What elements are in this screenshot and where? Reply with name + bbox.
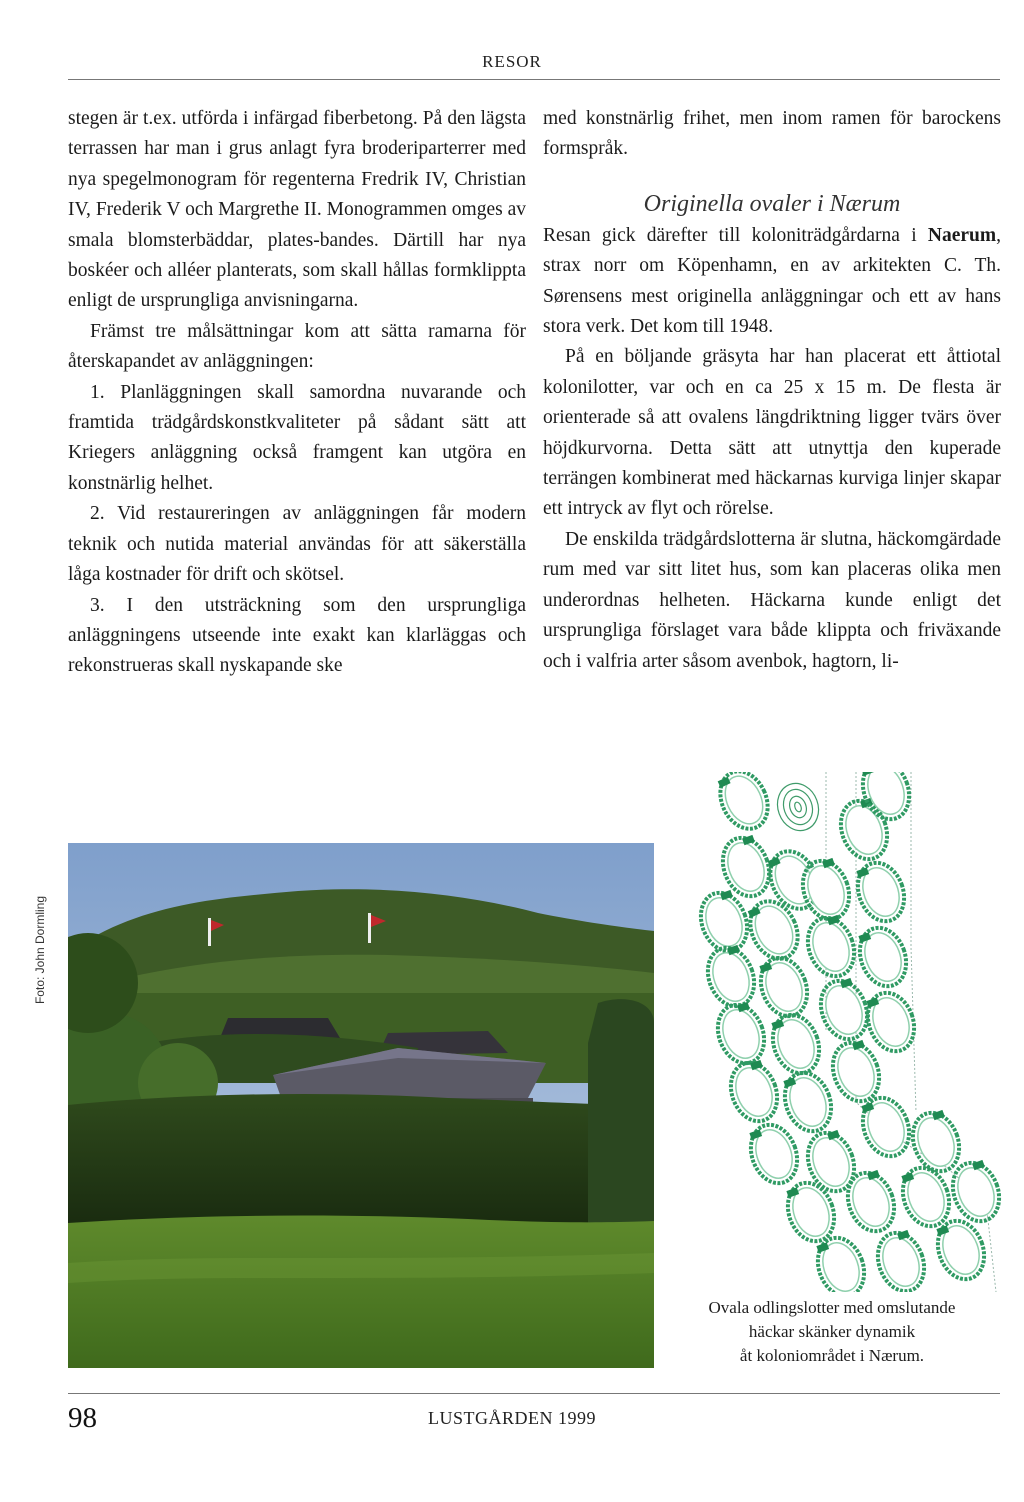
place-name: Naerum — [927, 224, 997, 246]
list-item: 2. Vid restaureringen av anläggningen får modern teknik och nutida material användas för att säkerställa låga kostnader för drift och skötsel. — [68, 503, 526, 586]
plot-ovals — [693, 772, 1006, 1292]
plot-oval — [753, 951, 815, 1022]
left-column — [68, 104, 526, 682]
plot-oval — [780, 1176, 842, 1247]
paragraph: Främst tre målsättningar kom att sätta ramarna för återskapandet av anläggningen: — [68, 320, 526, 373]
contour-hill — [771, 778, 825, 837]
caption-line: åt koloniområdet i Nærum. — [739, 1346, 925, 1365]
list-item: 1. Planläggningen skall samordna nuvarande och framtida trädgårdskonstkvaliteter på sådant sätt att Kriegers anläggning också framgent kan utgöra en konstnärlig helhet. — [68, 381, 526, 494]
plot-oval — [800, 1126, 862, 1197]
plot-oval — [852, 921, 914, 992]
photo-credit-text: Foto: John Dormling — [33, 895, 47, 1005]
section-header: RESOR — [482, 52, 542, 71]
paragraph: På en böljande gräsyta har han placerat ett åttiotal kolonilotter, var och en ca 25 x 15 m. De flesta är orienterade så att ovalens längdriktning ligger tvärs över höjdkurvorna. Detta sätt att utnyttja den kuperade terrängen kombinerat med häckarnas kurviga linjer skapar ett intryck av flyt och rörelse. — [543, 346, 1001, 520]
list-item: 3. I den utsträckning som den ursprungliga anläggningens utseende inte exakt kan klarläggas och rekonstrueras skall nyskapande ske — [68, 594, 526, 677]
plot-oval — [813, 974, 875, 1045]
plot-oval — [870, 1226, 932, 1292]
garden-photo-illustration — [68, 843, 654, 1368]
caption-line: häckar skänker dynamik — [748, 1322, 916, 1341]
subheading: Originella ovaler i Nærum — [643, 190, 901, 217]
site-plan — [686, 772, 1006, 1292]
publication-title: LUSTGÅRDEN 1999 — [428, 1408, 596, 1428]
plot-oval — [840, 1166, 902, 1237]
figure-caption — [660, 1296, 1004, 1368]
header-rule — [68, 79, 1000, 80]
page-number: 98 — [68, 1402, 97, 1434]
site-plan-drawing — [686, 772, 1006, 1292]
text-run: Resan gick därefter till koloniträdgårdarna i — [543, 224, 928, 246]
plot-oval — [711, 772, 776, 836]
caption-line: Ovala odlingslotter med omslutande — [708, 1298, 956, 1317]
plot-oval — [777, 1066, 839, 1137]
paragraph — [543, 221, 1001, 343]
plot-oval — [765, 1008, 827, 1079]
plot-oval — [700, 941, 762, 1012]
right-column — [543, 104, 1001, 677]
plot-oval — [723, 1056, 785, 1127]
plot-oval — [895, 1161, 957, 1232]
plot-oval — [800, 911, 862, 982]
paragraph: med konstnärlig frihet, men inom ramen för barockens formspråk. — [543, 108, 1001, 160]
paragraph: De enskilda trädgårdslotterna är slutna, häckomgärdade rum med var sitt litet hus, som kan placeras olika men underordnas helheten. Häckarna kunde enligt det ursprungliga förslaget vara både klippta och friväxande och i valfria arter såsom avenbok, hagtorn, li- — [543, 528, 1001, 672]
paragraph: stegen är t.ex. utförda i infärgad fiberbetong. På den lägsta terrassen har man i grus anlagt fyra broderiparterrer med nya spegelmonogram för regenterna Fredrik IV, Christian IV, Frederik V och Margrethe II. Monogrammen omges av smala blomsterbäddar, plates-bandes. Därtill har nya boskéer och alléer planterats, som skall hållas formklippta enligt de ursprungliga anvisningarna. — [68, 108, 526, 312]
plot-oval — [850, 856, 912, 927]
plot-oval — [710, 998, 772, 1069]
footer-rule — [68, 1393, 1000, 1394]
garden-photo — [68, 843, 654, 1368]
photo-credit — [30, 895, 50, 1005]
plot-oval — [741, 894, 806, 967]
plot-oval — [743, 1118, 805, 1189]
text-run: , strax norr om Köpenhamn, en av arkitekten C. Th. Sørensens mest originella anläggningar och ett av hans stora verk. Det kom till 1948. — [543, 224, 1001, 338]
